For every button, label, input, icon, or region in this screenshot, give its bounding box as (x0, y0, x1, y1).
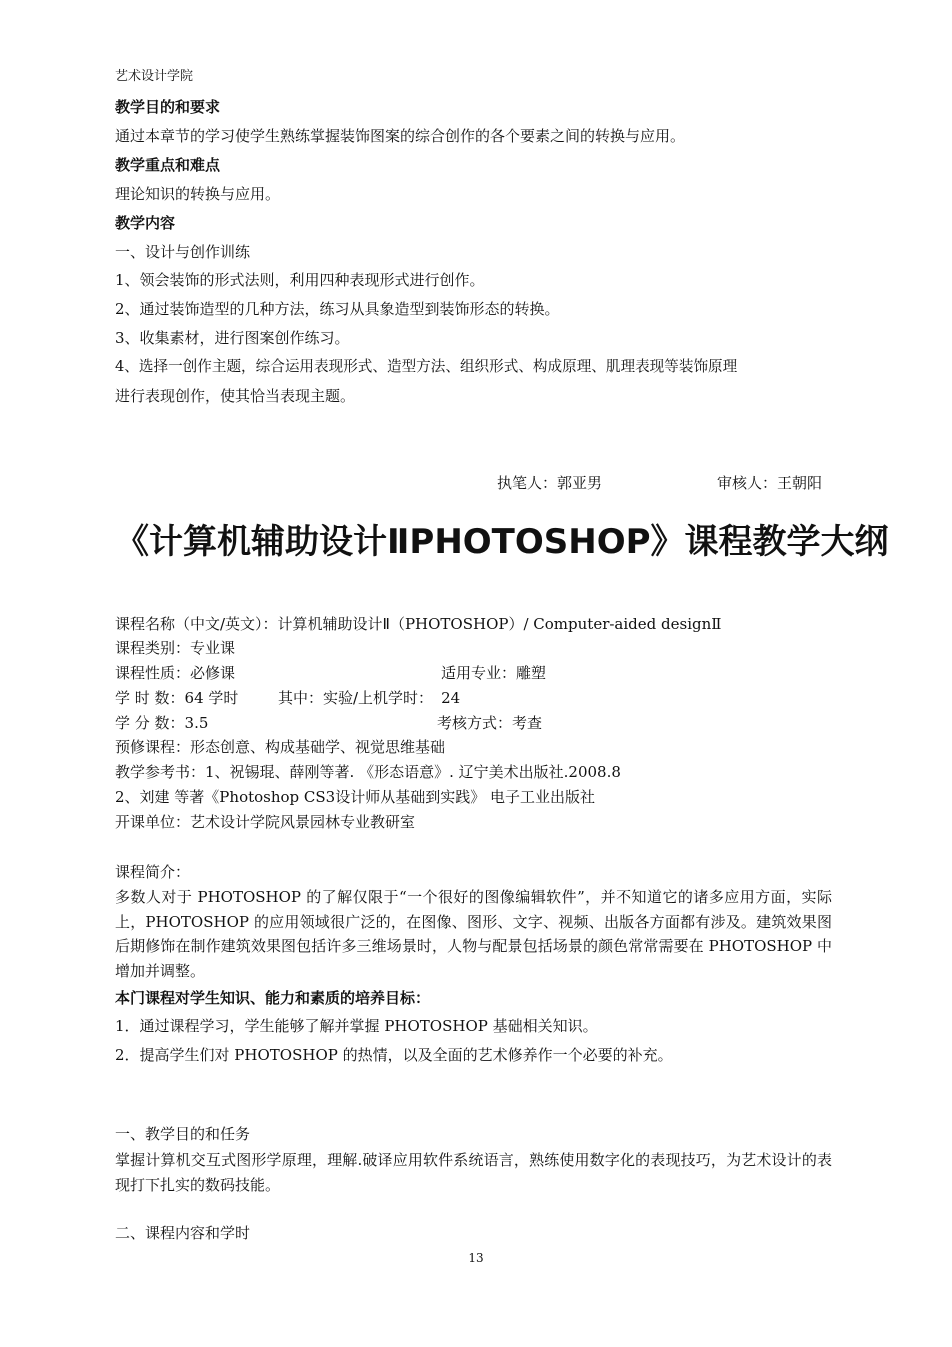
course-nature-label: 课程性质： (115, 664, 191, 682)
school-header: 艺术设计学院 (115, 69, 194, 84)
course-nature-row (115, 663, 235, 684)
major-row (441, 663, 546, 684)
goal-item: 2．提高学生们对 PHOTOSHOP 的热情，以及全面的艺术修养作一个必要的补充。 (115, 1046, 673, 1064)
major-label: 适用专业： (441, 664, 517, 682)
credits-label: 学 分 数： (115, 714, 185, 732)
content-item: 3、收集素材，进行图案创作练习。 (115, 329, 350, 347)
prerequisite-value: 形态创意、构成基础学、视觉思维基础 (190, 738, 446, 756)
syllabus-title: 《计算机辅助设计ⅡPHOTOSHOP》课程教学大纲 (115, 522, 889, 562)
references-label: 教学参考书： (115, 763, 206, 781)
reference-1: 1、祝锡琨、薛刚等著. 《形态语意》. 辽宁美术出版社.2008.8 (205, 763, 621, 781)
section-1-heading: 一、教学目的和任务 (115, 1125, 251, 1143)
intro-heading: 课程简介： (115, 863, 191, 881)
lab-hours-value: 24 (441, 689, 461, 707)
credits-value: 3.5 (184, 714, 209, 732)
credits-row (115, 713, 208, 734)
lab-hours-row (278, 688, 460, 709)
goal-item: 1．通过课程学习，学生能够了解并掌握 PHOTOSHOP 基础相关知识。 (115, 1017, 598, 1035)
course-name-value: （PHOTOSHOP）/ Computer-aided designⅡ (389, 615, 722, 633)
content-item: 一、设计与创作训练 (115, 243, 251, 261)
goals-heading: 本门课程对学生知识、能力和素质的培养目标： (115, 989, 431, 1007)
writer-signature: 执笔人：郭亚男 (497, 474, 603, 492)
page-number: 13 (468, 1251, 484, 1265)
objectives-heading: 教学目的和要求 (115, 98, 221, 116)
department-row (115, 812, 415, 833)
content-item: 4、选择一创作主题，综合运用表现形式、造型方法、组织形式、构成原理、肌理表现等装饰原理 (115, 358, 738, 375)
exam-label: 考核方式： (437, 714, 513, 732)
content-item: 2、通过装饰造型的几种方法，练习从具象造型到装饰形态的转换。 (115, 300, 560, 318)
key-points-heading: 教学重点和难点 (115, 156, 221, 174)
reviewer-signature: 审核人：王朝阳 (717, 474, 823, 492)
course-category-label: 课程类别： (115, 639, 191, 657)
intro-text: 多数人对于 PHOTOSHOP 的了解仅限于“一个很好的图像编辑软件”，并不知道它的诸多应用方面，实际上，PHOTOSHOP 的应用领域很广泛的，在图像、图形、文字、视频、出版各方面都有涉及。建筑效果图后期修饰在制作建筑效果图包括许多三维场景时，人物与配景包括场景的颜色常常需要在 PHOTOSHOP 中增加并调整。 (115, 888, 832, 980)
hours-row (115, 688, 238, 709)
content-heading: 教学内容 (115, 214, 176, 232)
content-item: 1、领会装饰的形式法则，利用四种表现形式进行创作。 (115, 271, 485, 289)
content-item-continued: 进行表现创作，使其恰当表现主题。 (115, 387, 356, 405)
department-label: 开课单位： (115, 813, 191, 831)
hours-value: 64 学时 (184, 689, 239, 707)
course-name-label: 课程名称（中文/英文）：计算机辅助设计Ⅱ (115, 615, 390, 633)
key-points-text: 理论知识的转换与应用。 (115, 185, 281, 203)
course-name-row (115, 614, 721, 635)
section-1-text: 掌握计算机交互式图形学原理，理解.破译应用软件系统语言，熟练使用数字化的表现技巧，为艺术设计的表现打下扎实的数码技能。 (115, 1151, 832, 1194)
hours-label: 学 时 数： (115, 689, 185, 707)
lab-hours-label: 其中：实验/上机学时： (278, 689, 434, 707)
major-value: 雕塑 (516, 664, 547, 682)
prerequisite-label: 预修课程： (115, 738, 191, 756)
reference-2: 2、刘建 等著《Photoshop CS3设计师从基础到实践》 电子工业出版社 (115, 788, 595, 806)
objectives-text: 通过本章节的学习使学生熟练掌握装饰图案的综合创作的各个要素之间的转换与应用。 (115, 127, 686, 145)
exam-row (437, 713, 542, 734)
references-row (115, 762, 621, 783)
section-2-heading: 二、课程内容和学时 (115, 1224, 251, 1242)
prerequisite-row (115, 737, 445, 758)
course-category-row (115, 638, 235, 659)
department-value: 艺术设计学院风景园林专业教研室 (190, 813, 416, 831)
course-nature-value: 必修课 (190, 664, 236, 682)
course-category-value: 专业课 (190, 639, 236, 657)
exam-value: 考查 (512, 714, 543, 732)
